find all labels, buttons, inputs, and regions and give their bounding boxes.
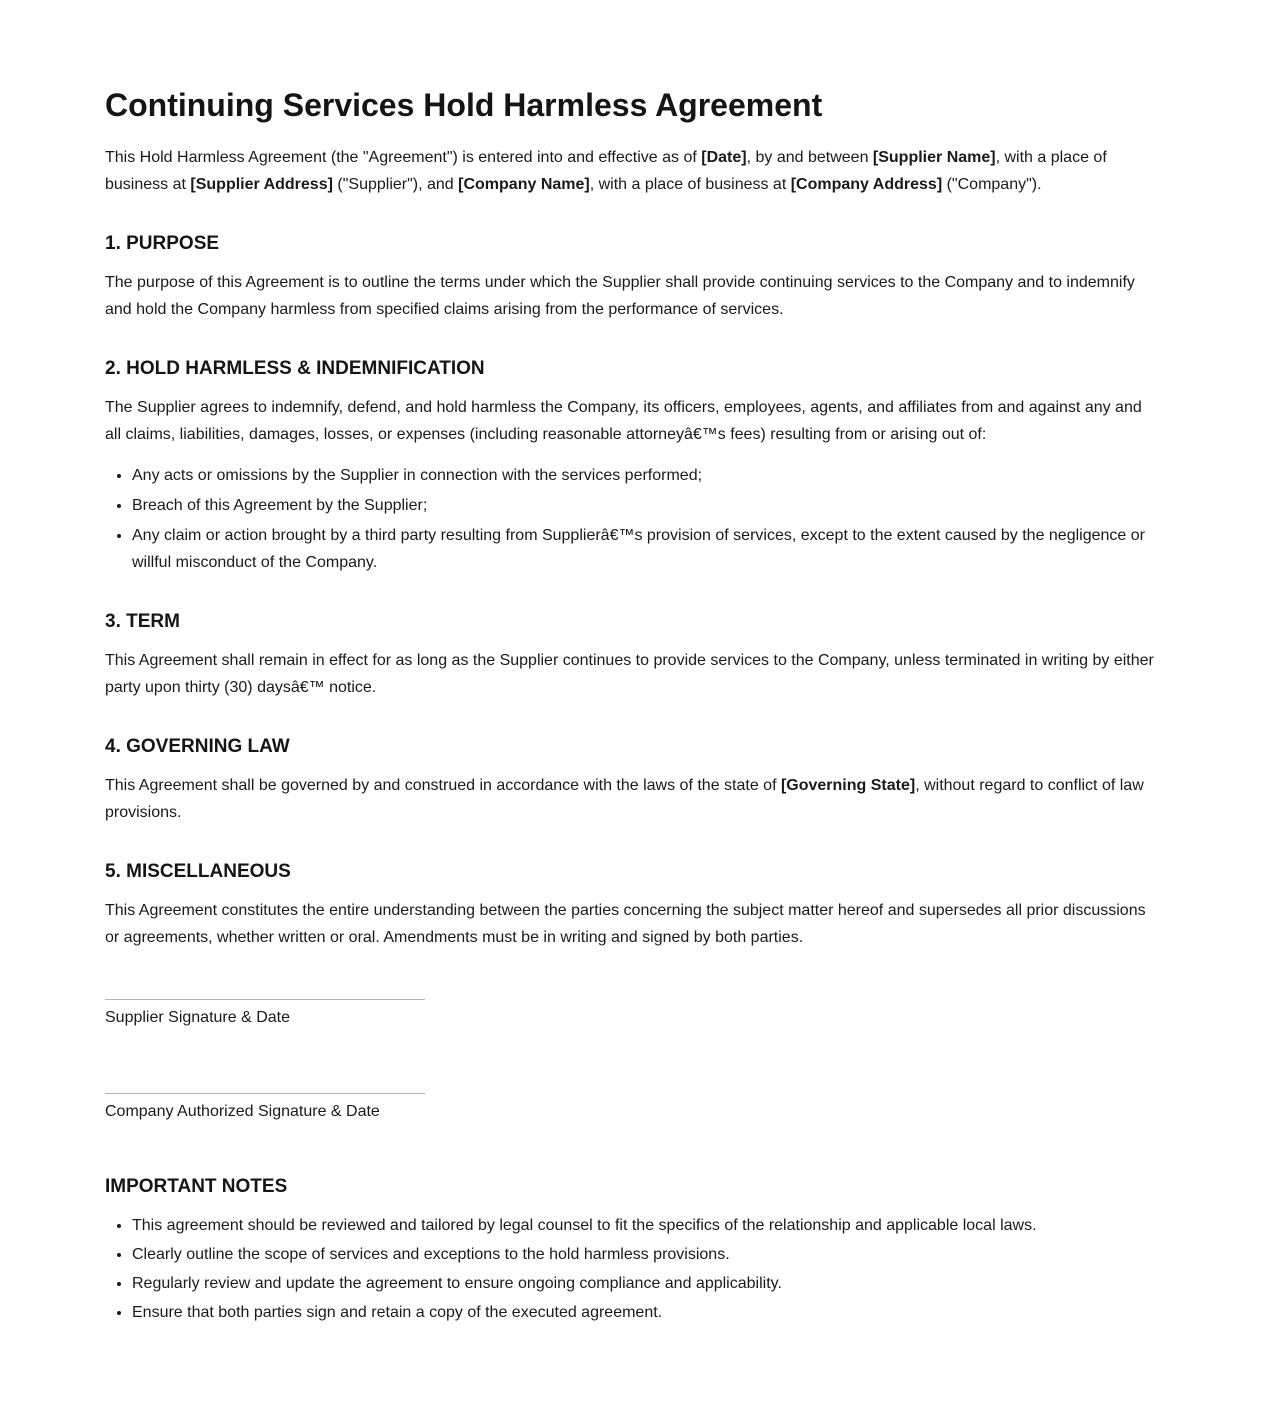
section-miscellaneous — [105, 860, 1158, 951]
section-heading-hold-harmless: 2. HOLD HARMLESS & INDEMNIFICATION — [105, 358, 485, 379]
important-notes-list — [105, 1212, 1158, 1326]
hold-harmless-bullet-list — [105, 462, 1158, 576]
list-item: • Clearly outline the scope of services and exceptions to the hold harmless provisions. — [132, 1241, 1158, 1268]
section-purpose — [105, 232, 1158, 323]
section-heading-purpose: 1. PURPOSE — [105, 233, 220, 254]
list-item: • Breach of this Agreement by the Supplier; — [132, 492, 1158, 519]
section-governing-law — [105, 735, 1158, 826]
section-body-miscellaneous: This Agreement constitutes the entire understanding between the parties concerning the subject matter hereof and supersedes all prior discussions or agreements, whether written or oral. Amendments must be in writing and signed by both parties. — [105, 902, 1146, 946]
section-body-hold-harmless: The Supplier agrees to indemnify, defend, and hold harmless the Company, its officers, employees, agents, and affiliates from and against any and all claims, liabilities, damages, losses, or expenses (including reasonable attorneyâ€™s fees) resulting from or arising out of: — [105, 399, 1142, 443]
signature-block-supplier — [105, 999, 1158, 1031]
important-notes-section — [105, 1175, 1158, 1326]
list-item: • Any claim or action brought by a third party resulting from Supplierâ€™s provision of services, except to the extent caused by the negligence or willful misconduct of the Company. — [132, 522, 1158, 576]
company-signature-line — [105, 1093, 425, 1094]
supplier-signature-label: Supplier Signature & Date — [105, 1009, 290, 1026]
intro-paragraph: This Hold Harmless Agreement (the "Agreement") is entered into and effective as of [Date], by and between [Supplier Name], with a place of business at [Supplier Address] ("Supplier"), and [Company Name], with a place of business at [Company Address] ("Company"). — [105, 149, 1107, 193]
section-heading-term: 3. TERM — [105, 611, 180, 632]
section-heading-miscellaneous: 5. MISCELLANEOUS — [105, 861, 291, 882]
section-heading-governing-law: 4. GOVERNING LAW — [105, 736, 290, 757]
supplier-signature-line — [105, 999, 425, 1000]
section-body-term: This Agreement shall remain in effect for as long as the Supplier continues to provide services to the Company, unless terminated in writing by either party upon thirty (30) daysâ€™ notice. — [105, 652, 1154, 696]
company-signature-label: Company Authorized Signature & Date — [105, 1103, 380, 1120]
signature-block-company — [105, 1093, 1158, 1125]
list-item: • Any acts or omissions by the Supplier in connection with the services performed; — [132, 462, 1158, 489]
list-item: • This agreement should be reviewed and tailored by legal counsel to fit the specifics of the relationship and applicable local laws. — [132, 1212, 1158, 1239]
section-body-purpose: The purpose of this Agreement is to outline the terms under which the Supplier shall provide continuing services to the Company and to indemnify and hold the Company harmless from specified claims arising from the performance of services. — [105, 274, 1135, 318]
section-term — [105, 610, 1158, 701]
important-notes-heading: IMPORTANT NOTES — [105, 1176, 288, 1197]
section-body-governing-law: This Agreement shall be governed by and construed in accordance with the laws of the state of [Governing State], without regard to conflict of law provisions. — [105, 777, 1144, 821]
document-page — [105, 0, 1158, 1425]
document-title: Continuing Services Hold Harmless Agreement — [105, 87, 823, 123]
section-hold-harmless — [105, 357, 1158, 576]
list-item: • Ensure that both parties sign and retain a copy of the executed agreement. — [132, 1299, 1158, 1326]
list-item: • Regularly review and update the agreement to ensure ongoing compliance and applicability. — [132, 1270, 1158, 1297]
